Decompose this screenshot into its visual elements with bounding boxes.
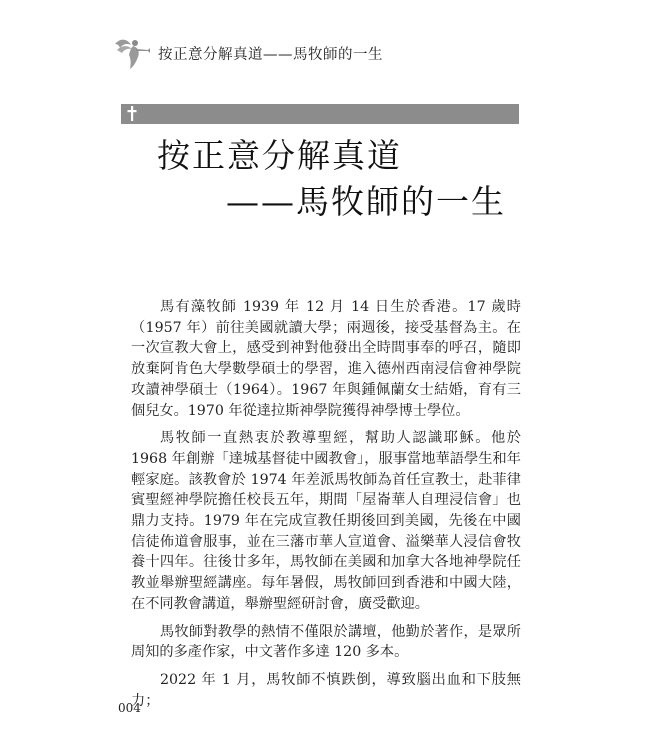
body-text — [131, 297, 521, 718]
chapter-title-line-1: 按正意分解真道 — [157, 136, 402, 175]
chapter-bar — [121, 104, 519, 124]
running-title: 按正意分解真道——馬牧師的一生 — [158, 47, 383, 63]
chapter-title-line-2: ——馬牧師的一生 — [226, 182, 506, 221]
page-number: 004 — [118, 701, 141, 715]
paragraph: 馬牧師對教學的熱情不僅限於講壇，他勤於著作，是眾所周知的多產作家，中文著作多達 120 多本。 — [131, 623, 521, 661]
paragraph: 2022 年 1 月，馬牧師不慎跌倒，導致腦出血和下肢無力； — [131, 671, 521, 709]
cross-icon — [126, 105, 138, 122]
paragraph: 馬有藻牧師 1939 年 12 月 14 日生於香港。17 歲時（1957 年）前往美國就讀大學；兩週後，接受基督為主。在一次宣教大會上，感受到神對他發出全時間事奉的呼召，隨即放棄阿肯色大學數學碩士的學習，進入德州西南浸信會神學院攻讀神學碩士（1964）。1967 年與鍾佩蘭女士結婚，育有三個兒女。1970 年從達拉斯神學院獲得神學博士學位。 — [131, 299, 521, 419]
paragraph: 馬牧師一直熱衷於教導聖經，幫助人認識耶穌。他於 1968 年創辦「達城基督徒中國教會」，服事當地華語學生和年輕家庭。該教會於 1974 年差派馬牧師為首任宣教士，赴菲律賓聖經神學院擔任校長五年，期間「屋崙華人自理浸信會」也鼎力支持。1979 年在完成宣教任期後回到美國，先後在中國信徒佈道會服事，並在三藩市華人宣道會、溢樂華人浸信會牧養十四年。往後廿多年，馬牧師在美國和加拿大各地神學院任教並舉辦聖經講座。每年暑假，馬牧師回到香港和中國大陸，在不同教會講道，舉辦聖經研討會，廣受歡迎。 — [131, 430, 521, 612]
running-header — [112, 30, 532, 70]
angel-icon — [112, 30, 154, 72]
